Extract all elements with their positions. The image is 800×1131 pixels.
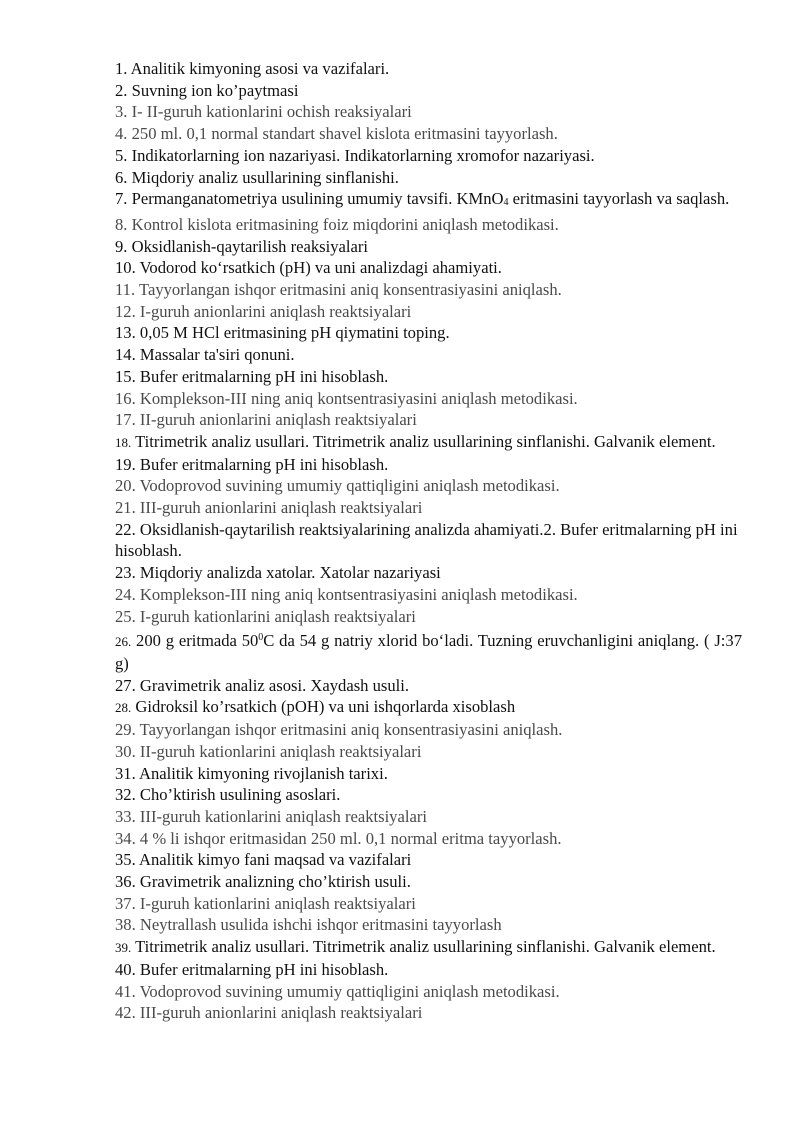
- list-item: 21. III-guruh anionlarini aniqlash reaktsiyalari: [115, 498, 423, 518]
- list-item: 36. Gravimetrik analizning cho’ktirish usuli.: [115, 872, 411, 892]
- list-item: 2. Suvning ion ko’paytmasi: [115, 80, 299, 100]
- list-item-number: 26.: [115, 634, 132, 650]
- question-list: [115, 58, 742, 1024]
- list-item-text: eritmasini tayyorlash va saqlash.: [508, 189, 730, 209]
- list-item: 20. Vodoprovod suvining umumiy qattiqligini aniqlash metodikasi.: [115, 476, 560, 496]
- list-item: 15. Bufer eritmalarning pH ini hisoblash.: [115, 366, 389, 386]
- list-item: [115, 431, 742, 454]
- list-item: 5. Indikatorlarning ion nazariyasi. Indikatorlarning xromofor nazariyasi.: [115, 145, 595, 165]
- list-item: 37. I-guruh kationlarini aniqlash reaktsiyalari: [115, 893, 416, 913]
- list-item-text: Gidroksil ko’rsatkich (pOH) va uni ishqorlarda xisoblash: [131, 697, 516, 717]
- list-item: 35. Analitik kimyo fani maqsad va vazifalari: [115, 850, 412, 870]
- list-item: 30. II-guruh kationlarini aniqlash reaktsiyalari: [115, 741, 422, 761]
- list-item: [115, 188, 742, 214]
- list-item: 29. Tayyorlangan ishqor eritmasini aniq konsentrasiyasini aniqlash.: [115, 720, 563, 740]
- subscript: 4: [503, 197, 509, 209]
- list-item-text: C da 54 g natriy xlorid bo‘ladi. Tuzning eruvchanligini aniqlang. ( J:37 g): [115, 631, 742, 673]
- list-item: 13. 0,05 M HCl eritmasining pH qiymatini toping.: [115, 323, 450, 343]
- list-item: 17. II-guruh anionlarini aniqlash reaktsiyalari: [115, 410, 417, 430]
- list-item: 12. I-guruh anionlarini aniqlash reaktsiyalari: [115, 301, 412, 321]
- list-item: 23. Miqdoriy analizda xatolar. Xatolar nazariyasi: [115, 563, 441, 583]
- list-item: 32. Cho’ktirish usulining asoslari.: [115, 785, 341, 805]
- list-item: 3. I- II-guruh kationlarini ochish reaksiyalari: [115, 102, 412, 122]
- list-item: 19. Bufer eritmalarning pH ini hisoblash.: [115, 454, 389, 474]
- list-item-text: Titrimetrik analiz usullari. Titrimetrik analiz usullarining sinflanishi. Galvanik element.: [131, 937, 716, 957]
- list-item-number: 28.: [115, 700, 132, 716]
- list-item: 41. Vodoprovod suvining umumiy qattiqligini aniqlash metodikasi.: [115, 981, 560, 1001]
- list-item-text: 200 g eritmada 50: [131, 631, 259, 651]
- list-item: [115, 936, 742, 959]
- list-item: 16. Komplekson-III ning aniq kontsentrasiyasini aniqlash metodikasi.: [115, 388, 578, 408]
- list-item: 31. Analitik kimyoning rivojlanish tarixi.: [115, 763, 388, 783]
- list-item-text: Titrimetrik analiz usullari. Titrimetrik analiz usullarining sinflanishi. Galvanik element.: [131, 431, 716, 451]
- list-item: 10. Vodorod ko‘rsatkich (pH) va uni analizdagi ahamiyati.: [115, 258, 502, 278]
- list-item-text: 7. Permanganatometriya usulining umumiy tavsifi. KMnO: [115, 189, 504, 209]
- list-item: 34. 4 % li ishqor eritmasidan 250 ml. 0,1 normal eritma tayyorlash.: [115, 828, 562, 848]
- list-item: 1. Analitik kimyoning asosi va vazifalari.: [115, 59, 390, 78]
- list-item: 11. Tayyorlangan ishqor eritmasini aniq konsentrasiyasini aniqlash.: [115, 280, 562, 300]
- list-item: 4. 250 ml. 0,1 normal standart shavel kislota eritmasini tayyorlash.: [115, 124, 558, 144]
- list-item-number: 18.: [115, 434, 132, 450]
- list-item: 24. Komplekson-III ning aniq kontsentrasiyasini aniqlash metodikasi.: [115, 584, 578, 604]
- list-item: 38. Neytrallash usulida ishchi ishqor eritmasini tayyorlash: [115, 915, 502, 935]
- list-item: 33. III-guruh kationlarini aniqlash reaktsiyalari: [115, 806, 427, 826]
- list-item: 14. Massalar ta'siri qonuni.: [115, 345, 295, 365]
- list-item: 6. Miqdoriy analiz usullarining sinflanishi.: [115, 167, 399, 187]
- list-item: 42. III-guruh anionlarini aniqlash reaktsiyalari: [115, 1003, 423, 1023]
- list-item: 22. Oksidlanish-qaytarilish reaktsiyalarining analizda ahamiyati.2. Bufer eritmalarning pH ini hisoblash.: [115, 519, 738, 561]
- list-item: 27. Gravimetrik analiz asosi. Xaydash usuli.: [115, 675, 410, 695]
- list-item: 9. Oksidlanish-qaytarilish reaksiyalari: [115, 236, 368, 256]
- list-item: 8. Kontrol kislota eritmasining foiz miqdorini aniqlash metodikasi.: [115, 214, 559, 234]
- superscript: 0: [258, 632, 264, 644]
- list-item: 25. I-guruh kationlarini aniqlash reaktsiyalari: [115, 606, 416, 626]
- list-item: 40. Bufer eritmalarning pH ini hisoblash.: [115, 959, 389, 979]
- list-item-number: 39.: [115, 940, 132, 956]
- list-item: [115, 627, 742, 674]
- list-item: [115, 696, 742, 719]
